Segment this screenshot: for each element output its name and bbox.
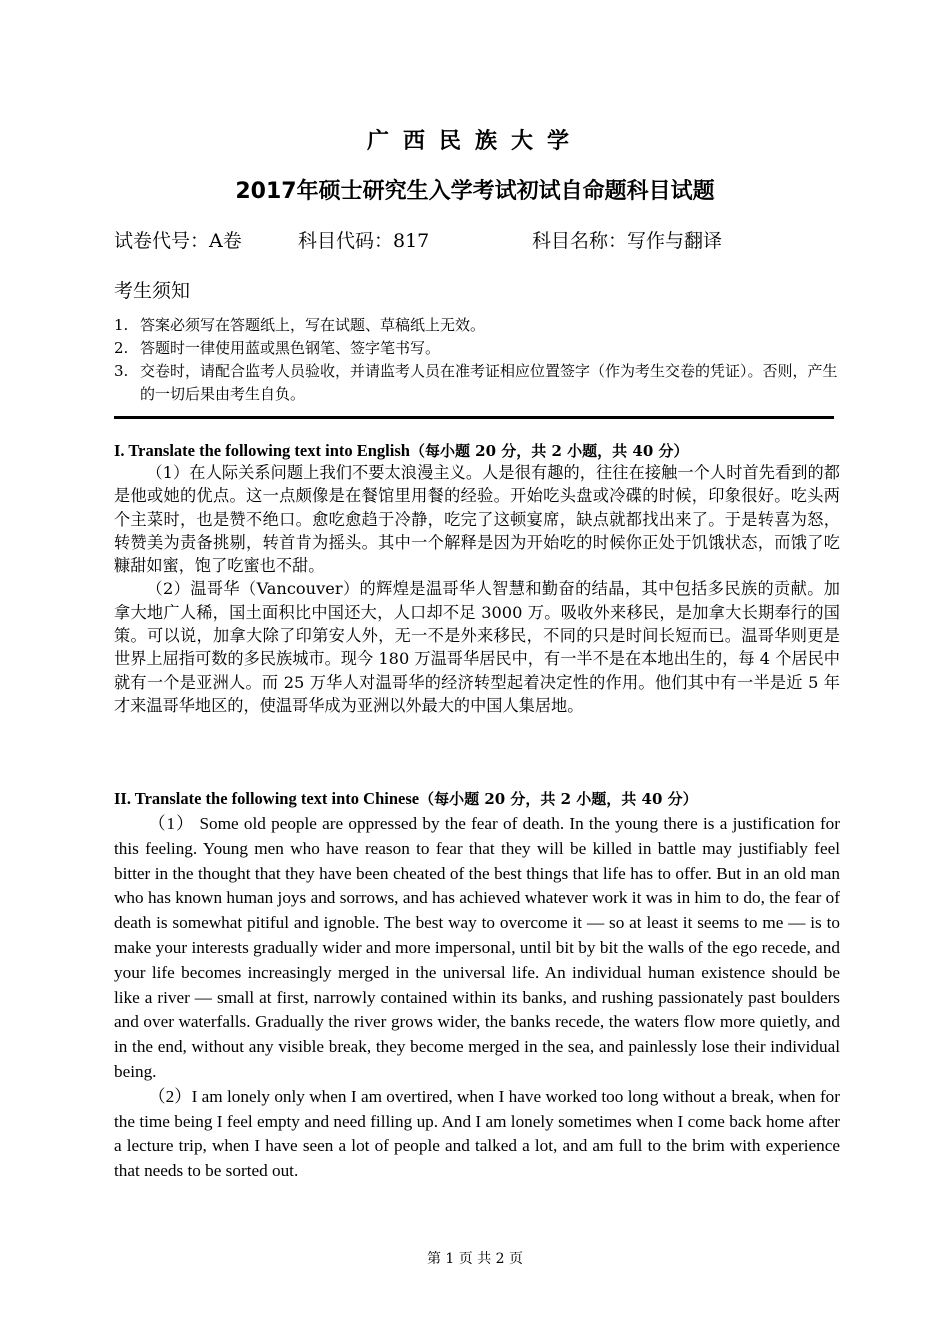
notice-item <box>114 337 842 360</box>
page-number-footer: 第 1 页 共 2 页 <box>426 1251 524 1267</box>
notice-item <box>114 360 842 406</box>
exam-meta-row <box>114 226 854 252</box>
notice-list <box>114 314 842 406</box>
section-2-heading <box>114 788 842 809</box>
section-2-paragraph-2: （2）I am lonely only when I am overtired, when I have worked too long without a break, when for the time being I feel empty and need filling up. And I am lonely sometimes when I come back home after a lecture trip, when I have seen a lot of people and talked a lot, and am full to the brim with experience that needs to be sorted out. <box>114 1086 840 1181</box>
subject-name: 科目名称：写作与翻译 <box>532 230 723 252</box>
subject-code: 科目代码：817 <box>298 230 430 252</box>
notice-item <box>114 314 842 337</box>
section-2-paragraph-1: （1） Some old people are oppressed by the fear of death. In the young there is a justification for this feeling. Young men who have reason to fear that they will be killed in battle may justifiably feel bitter in the thought that they have been cheated of the best things that life has to offer. But in an old man who has known human joys and sorrows, and has achieved whatever work it was in him to do, the fear of death is somewhat pitiful and ignoble. The best way to overcome it — so at least it seems to me — is to make your interests gradually wider and more impersonal, until bit by bit the walls of the ego recede, and your life becomes increasingly merged in the universal life. An individual human existence should be like a river — small at first, narrowly contained within its banks, and rushing passionately past boulders and over waterfalls. Gradually the river grows wider, the banks recede, the waters flow more quietly, and in the end, without any visible break, they become merged in the sea, and painlessly lose their individual being. <box>114 814 840 1081</box>
notice-item-number: 3. <box>114 362 129 380</box>
section-1-paragraph-2: （2）温哥华（Vancouver）的辉煌是温哥华人智慧和勤奋的结晶，其中包括多民族的贡献。加拿大地广人稀，国土面积比中国还大，人口却不足 3000 万。吸收外来移民，是加拿大长期奉行的国策。可以说，加拿大除了印第安人外，无一不是外来移民，不同的只是时间长短而已。温哥华则更是世界上屈指可数的多民族城市。现今 180 万温哥华居民中，有一半不是在本地出生的，每 4 个居民中就有一个是亚洲人。而 25 万华人对温哥华的经济转型起着决定性的作用。他们其中有一半是近 5 年才来温哥华地区的，使温哥华成为亚洲以外最大的中国人集居地。 <box>114 579 840 715</box>
section-divider <box>114 416 834 419</box>
notice-heading: 考生须知 <box>114 280 191 302</box>
section-1-body <box>114 461 840 717</box>
section-2-body <box>114 812 840 1184</box>
exam-title: 2017年硕士研究生入学考试初试自命题科目试题 <box>235 179 715 204</box>
paper-code: 试卷代号：A卷 <box>114 230 242 252</box>
notice-item-number: 2. <box>114 339 129 357</box>
section-2-heading-score: （每小题 20 分，共 2 小题，共 40 分） <box>419 790 698 808</box>
notice-item-text: 交卷时，请配合监考人员验收，并请监考人员在准考证相应位置签字（作为考生交卷的凭证）。否则，产生的一切后果由考生自负。 <box>140 362 838 403</box>
section-1-paragraph-1: （1）在人际关系问题上我们不要太浪漫主义。人是很有趣的，往往在接触一个人时首先看到的都是他或她的优点。这一点颇像是在餐馆里用餐的经验。开始吃头盘或冷碟的时候，印象很好。吃头两个主菜时，也是赞不绝口。愈吃愈趋于冷静，吃完了这顿宴席，缺点就都找出来了。于是转喜为怒，转赞美为责备挑剔，转首肯为摇头。其中一个解释是因为开始吃的时候你正处于饥饿状态，而饿了吃糠甜如蜜，饱了吃蜜也不甜。 <box>114 463 840 576</box>
notice-item-number: 1. <box>114 316 129 334</box>
university-name: 广西民族大学 <box>366 129 583 154</box>
notice-item-text: 答案必须写在答题纸上，写在试题、草稿纸上无效。 <box>140 316 486 334</box>
section-1-heading-en: I. Translate the following text into English <box>114 441 410 460</box>
notice-item-text: 答题时一律使用蓝或黑色钢笔、签字笔书写。 <box>140 339 441 357</box>
section-1-heading <box>114 440 842 461</box>
section-1-heading-score: （每小题 20 分，共 2 小题，共 40 分） <box>409 442 689 460</box>
section-2-heading-en: II. Translate the following text into Chinese <box>114 789 420 808</box>
